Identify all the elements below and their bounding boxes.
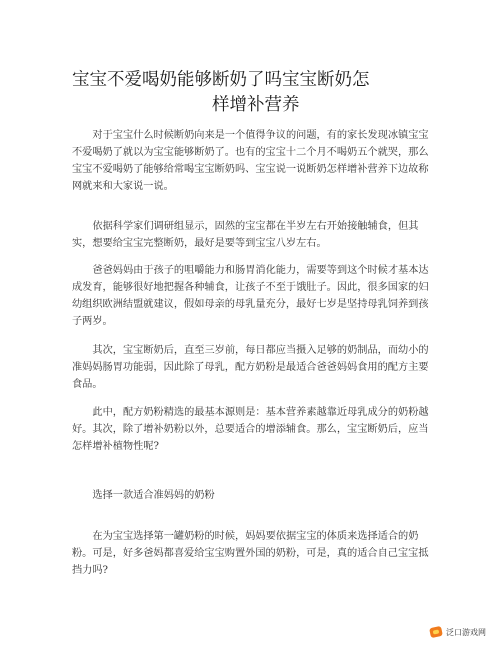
article-title-line2: 样增补营养 — [212, 95, 300, 115]
paragraph-after-weaning: 其次，宝宝断奶后，直至三岁前，每日都应当摄入足够的奶制品，而幼小的准妈妈肠胃功能弱，因此除了母乳，配方奶粉是最适合爸爸妈妈食用的配方主要食品。 — [72, 345, 429, 390]
paragraph-research: 依据科学家们调研组显示，固然的宝宝都在半岁左右开始接触辅食，但其实，想要给宝宝完整断奶，最好是要等到宝宝八岁左右。 — [72, 221, 419, 249]
article-title — [72, 68, 452, 118]
paragraph-intro: 对于宝宝什么时候断奶向来是一个值得争议的问题，有的家长发现冰镇宝宝不爱喝奶了就以为宝宝能够断奶了。也有的宝宝十二个月不喝奶五个就哭，那么宝宝不爱喝奶了能够给常喝宝宝断奶吗、宝宝说一说断奶怎样增补营养下边故称网就来和大家说一说。 — [72, 130, 429, 192]
game-logo-icon — [429, 625, 443, 639]
paragraph-choose-formula: 在为宝宝选择第一罐奶粉的时候，妈妈要依据宝宝的体质来选择适合的奶粉。可是，好多爸妈都喜爱给宝宝购置外国的奶粉，可是，真的适合自己宝宝抵挡力吗? — [72, 531, 429, 576]
article-title-line1: 宝宝不爱喝奶能够断奶了吗宝宝断奶怎 — [72, 70, 370, 90]
paragraph-formula-principle: 此中，配方奶粉精选的最基本源则是：基本营养素越靠近母乳成分的奶粉越好。其次，除了增补奶粉以外，总要适合的增添辅食。那么，宝宝断奶后，应当怎样增补植物性呢? — [72, 407, 429, 452]
watermark-text: 泛口游戏网 — [446, 627, 486, 637]
section-heading: 选择一款适合准妈妈的奶粉 — [92, 490, 215, 501]
site-watermark — [429, 625, 486, 639]
paragraph-digestion: 爸爸妈妈由于孩子的咀嚼能力和肠胃消化能力，需要等到这个时候才基本达成发育，能够很好地把握各种辅食，让孩子不至于饿肚子。因此，很多国家的妇幼组织欧洲结盟就建议，假如母亲的母乳量充分，最好七岁是坚持母乳饲养到孩子两岁。 — [72, 265, 429, 327]
